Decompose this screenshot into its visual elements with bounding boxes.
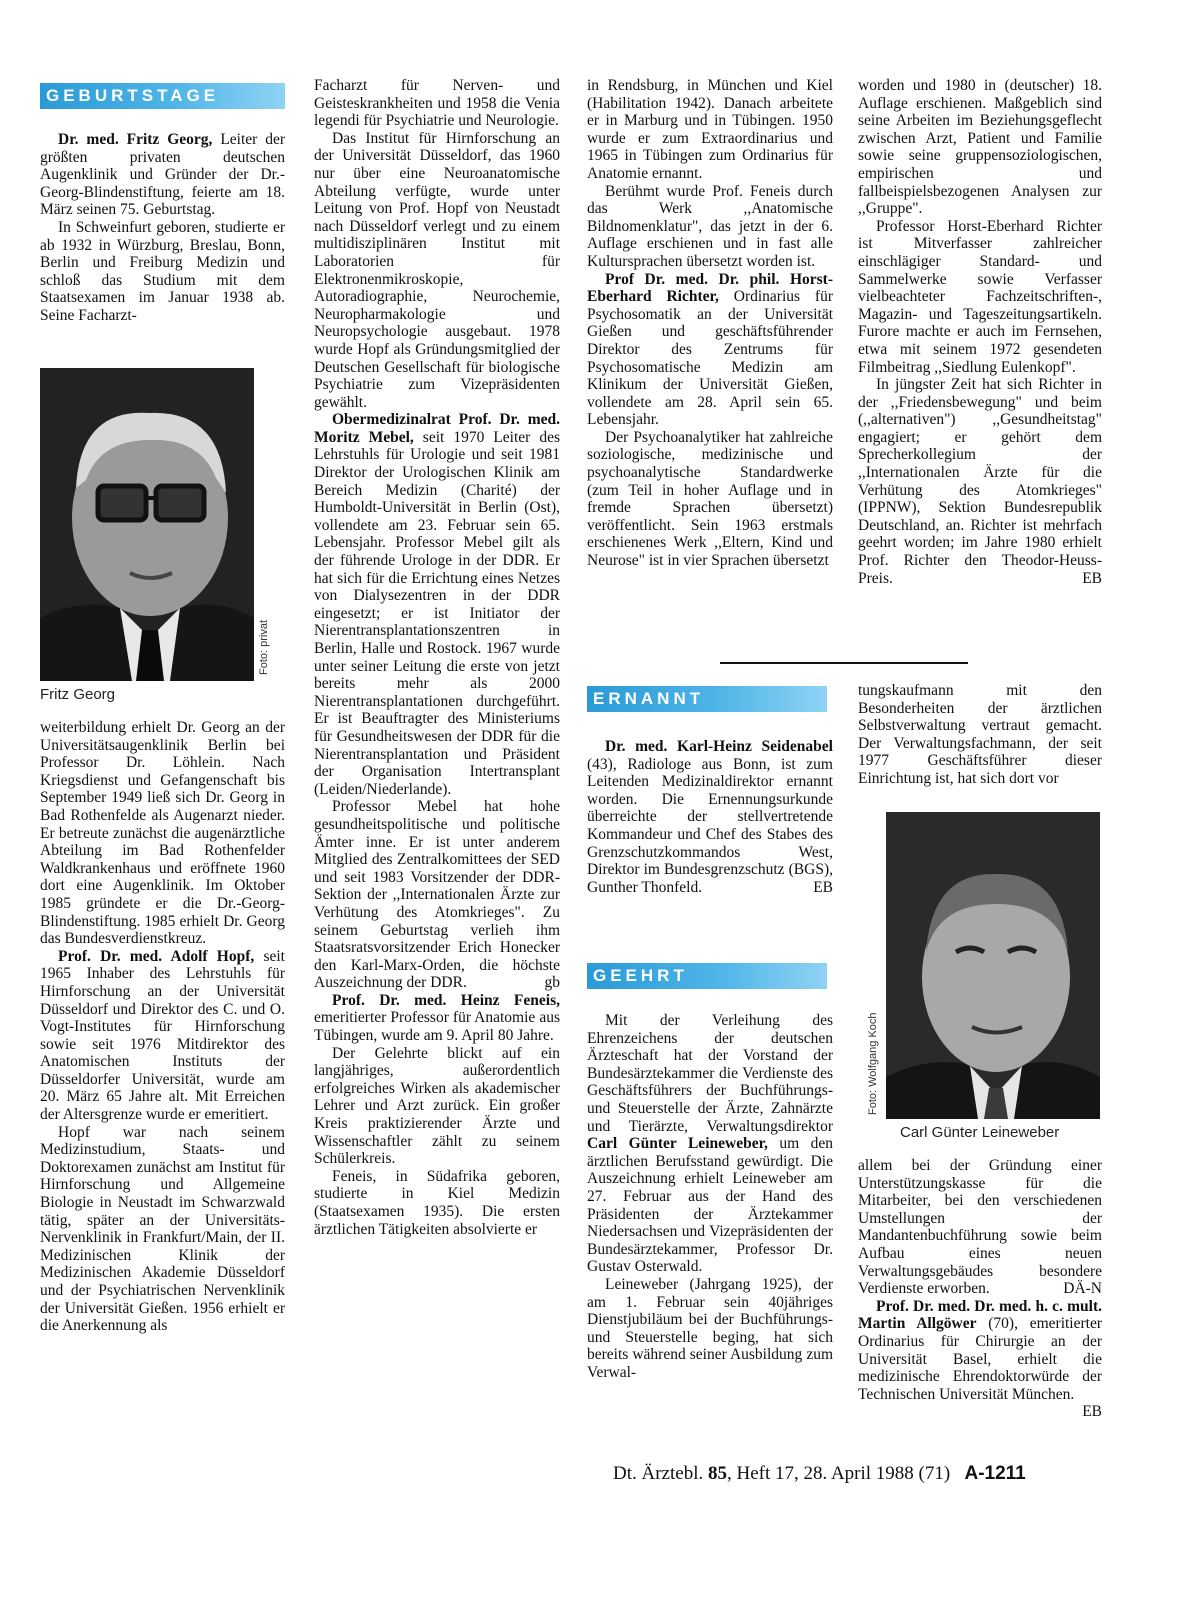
- article-hopf-institute: Das Institut für Hirnforschung an der Universität Düsseldorf, das 1960 nur über eine Neuroanatomische Abteilung verfügte, wurde unter Leitung von Prof. Hopf von Neustadt nach Düsseldorf verlegt und zu einem multidisziplinären Institut mit Laboratorien für Elektronenmikroskopie, Autoradiographie, Neurochemie, Neuropharmakologie und Neuropsychologie ausgebaut. 1978 wurde Hopf als Gründungsmitglied der Deutschen Gesellschaft für biologische Psychiatrie zum Vizepräsidenten gewählt.: [314, 129, 560, 411]
- article-hopf-intro: Prof. Dr. med. Adolf Hopf, seit 1965 Inhaber des Lehrstuhls für Hirnforschung an der Universität Düsseldorf und Direktor des C. und O. Vogt-Institutes für Hirnforschung sowie seit 1976 Mitdirektor des Anatomischen Instituts der Düsseldorfer Universität, wurde am 20. März 65 Jahre alt. Mit Erreichen der Altersgrenze wurde er emeritiert.: [40, 947, 285, 1124]
- person-name-richter: Prof Dr. med. Dr. phil. Horst-Eberhard Richter,: [587, 270, 833, 306]
- article-feneis-paragraph: Der Gelehrte blickt auf ein langjähriges, außerordentlich erfolgreiches Wirken als akademischer Lehrer und Arzt zurück. Ein großer Kreis praktizierender Ärzte und Wissenschaftler zählt zu seinem Schülerkreis.: [314, 1044, 560, 1168]
- article-feneis-intro: Prof. Dr. med. Heinz Feneis, emeritierter Professor für Anatomie aus Tübingen, wurde am 9. April 80 Jahre.: [314, 991, 560, 1045]
- photo-caption-leineweber: Carl Günter Leineweber: [900, 1124, 1060, 1141]
- article-feneis-biography: Feneis, in Südafrika geboren, studierte in Kiel Medizin (Staatsexamen 1935). Die ersten ärztlichen Tätigkeiten absolvierte er: [314, 1167, 560, 1238]
- column-1-bottom: [40, 719, 285, 1335]
- person-name-georg: Dr. med. Fritz Georg,: [58, 131, 213, 148]
- article-leineweber-closing: allem bei der Gründung einer Unterstützungskasse für die Mitarbeiter, bei den verschiedenen Umstellungen der Mandantenbuchführung sowie beim Aufbau eines neuen Verwaltungsgebäudes besondere Verdienste erworben. DÄ-N: [858, 1157, 1102, 1298]
- article-feneis-work: Berühmt wurde Prof. Feneis durch das Werk ,,Anatomische Bildnomenklatur", das jetzt in der 6. Auflage erschienen und in fast alle Kultursprachen übersetzt worden ist.: [587, 182, 833, 270]
- author-signature-eb-richter: EB: [1082, 569, 1102, 587]
- author-signature-dae-n: DÄ-N: [1063, 1280, 1102, 1298]
- column-3-top: [587, 77, 833, 570]
- article-georg-intro: Dr. med. Fritz Georg, Leiter der größten privaten deutschen Augenklinik und Gründer der Dr.-Georg-Blindenstiftung, feierte am 18. März seinen 75. Geburtstag.: [40, 131, 286, 219]
- column-3-geehrt: [587, 1012, 833, 1381]
- article-leineweber-continued: tungskaufmann mit den Besonderheiten der ärztlichen Selbstverwaltung vertraut gemacht. Der Verwaltungsfachmann, der seit 1977 Geschäftsführer dieser Einrichtung ist, hat sich dort vor: [858, 682, 1102, 787]
- article-mebel-intro: Obermedizinalrat Prof. Dr. med. Moritz Mebel, seit 1970 Leiter des Lehrstuhls für Urologie und seit 1981 Direktor der Urologischen Klinik am Bereich Medizin (Charité) der Humboldt-Universität in Berlin (Ost), vollendete am 23. Februar sein 65. Lebensjahr. Professor Mebel gilt als der führende Urologe in der DDR. Er hat sich für die Errichtung eines Netzes von Dialysezentren in der DDR eingesetzt; er ist Initiator der Nierentransplantationszentren in Berlin, Halle und Rostock. 1967 wurde unter seiner Leitung die erste von jetzt bereits mehr als 2000 Nierentransplantationen durchgeführt. Er ist Beauftragter des Ministeriums für Gesundheitswesen der DDR für die Nierentransplantation und Präsident der Organisation Intertransplant (Leiden/Niederlande).: [314, 411, 560, 798]
- section-banner-geburtstage: [40, 83, 285, 109]
- section-banner-geehrt: [587, 963, 827, 989]
- photo-credit-leineweber: Foto: Wolfgang Koch: [867, 1012, 879, 1115]
- author-signature-gb: gb: [544, 974, 560, 992]
- section-banner-ernannt: [587, 686, 827, 712]
- author-signature-eb-allgoewer: EB: [1082, 1403, 1102, 1421]
- journal-name: Dt. Ärztebl.: [613, 1463, 704, 1484]
- article-leineweber-intro: Mit der Verleihung des Ehrenzeichens der deutschen Ärzteschaft hat der Vorstand der Bundesärztekammer die Verdienste des Geschäftsführers der Buchführungs- und Steuerstelle der Ärzte, Zahnärzte und Tierärzte, Verwaltungsdirektor Carl Günter Leineweber, um den ärztlichen Berufsstand gewürdigt. Die Auszeichnung erhielt Leineweber am 27. Februar aus der Hand des Präsidenten der Ärztekammer Niedersachsen und Vizepräsidenten der Bundesärztekammer, Professor Dr. Gustav Osterwald.: [587, 1012, 833, 1276]
- column-4-top: [858, 77, 1102, 587]
- article-hopf-continued: Facharzt für Nerven- und Geisteskrankheiten und 1958 die Venia legendi für Psychiatrie und Neurologie.: [314, 77, 560, 130]
- article-feneis-continued: in Rendsburg, in München und Kiel (Habilitation 1942). Danach arbeitete er in Marburg und in Tübingen. 1950 wurde er zum Extraordinarius und 1965 in Tübingen zum Ordinarius für Anatomie ernannt.: [587, 77, 833, 182]
- article-richter-activism: In jüngster Zeit hat sich Richter in der ,,Friedensbewegung" und beim (,,alternativen") ,,Gesundheitstag" engagiert; er gehört dem Sprecherkollegium der ,,Internationalen Ärzte für die Verhütung des Atomkrieges" (IPPNW), Sektion Bundesrepublik Deutschland, an. Richter ist mehrfach geehrt worden; im Jahre 1980 erhielt Prof. Richter den Theodor-Heuss-Preis. EB: [858, 376, 1102, 587]
- photo-credit-georg: Foto: privat: [258, 619, 270, 675]
- article-seidenabel: Dr. med. Karl-Heinz Seidenabel (43), Radiologe aus Bonn, ist zum Leitenden Medizinaldirektor ernannt worden. Die Ernennungsurkunde überreichte der stellvertretende Kommandeur und Chef des Stabes des Grenzschutzkommandos West, Direktor im Bundesgrenzschutz (BGS), Gunther Thonfeld. EB: [587, 738, 833, 896]
- person-name-hopf: Prof. Dr. med. Adolf Hopf,: [58, 947, 255, 965]
- article-leineweber-paragraph: Leineweber (Jahrgang 1925), der am 1. Februar sein 40jähriges Dienstjubiläum bei der Buchführungs- und Steuerstelle beging, hat sich bereits während seiner Ausbildung zum Verwal-: [587, 1275, 833, 1381]
- person-name-allgoewer: Prof. Dr. med. Dr. med. h. c. mult. Martin Allgöwer: [858, 1297, 1102, 1333]
- section-divider-rule: [720, 662, 968, 664]
- section-title-ernannt: ERNANNT: [593, 689, 705, 708]
- article-richter-intro: Prof Dr. med. Dr. phil. Horst-Eberhard Richter, Ordinarius für Psychosomatik an der Universität Gießen und geschäftsführender Direktor des Zentrums für Psychosomatische Medizin am Klinikum der Universität Gießen, vollendete am 28. April sein 65. Lebensjahr.: [587, 270, 833, 429]
- photo-carl-guenter-leineweber: [886, 812, 1100, 1119]
- article-allgoewer: Prof. Dr. med. Dr. med. h. c. mult. Martin Allgöwer (70), emeritierter Ordinarius für Chirurgie an der Universität Basel, erhielt die medizinische Ehrendoktorwürde der Technischen Universität München. EB: [858, 1297, 1102, 1421]
- portrait-illustration: [40, 368, 254, 681]
- portrait-illustration-leineweber: [886, 812, 1100, 1119]
- column-3-ernannt: [587, 738, 833, 896]
- section-title-geehrt: GEEHRT: [593, 966, 688, 985]
- article-mebel-paragraph: Professor Mebel hat hohe gesundheitspolitische und politische Ämter inne. Er ist unter anderem Mitglied des Zentralkomittees der SED und seit 1983 Vorsitzender der DDR-Sektion der ,,Internationalen Ärzte zur Verhütung des Atomkrieges". Zu seinem Geburtstag verlieh ihm Staatsratsvorsitzender Erich Honecker den Karl-Marx-Orden, die höchste Auszeichnung der DDR. gb: [314, 798, 560, 992]
- photo-fritz-georg: [40, 368, 254, 681]
- person-name-seidenabel: Dr. med. Karl-Heinz Seidenabel: [605, 738, 833, 755]
- column-4-bottom: [858, 1157, 1102, 1421]
- section-title-geburtstage: GEBURTSTAGE: [46, 86, 220, 105]
- person-name-feneis: Prof. Dr. med. Heinz Feneis,: [332, 991, 560, 1009]
- column-2: [314, 77, 560, 1238]
- article-richter-paragraph: Der Psychoanalytiker hat zahlreiche soziologische, medizinische und psychoanalytische Standardwerke (zum Teil in hoher Auflage und in fremde Sprachen übersetzt) veröffentlicht. Sein 1963 erstmals erschienenes Werk ,,Eltern, Kind und Neurose" ist in vier Sprachen übersetzt: [587, 428, 833, 570]
- article-richter-publications: Professor Horst-Eberhard Richter ist Mitverfasser zahlreicher einschlägiger Standard- und Sammelwerke sowie Verfasser vielbeachteter Fachzeitschriften-, Magazin- und Tageszeitungsartikeln. Furore machte er auch im Fernsehen, etwa mit seinem 1972 gesendeten Filmbeitrag ,,Siedlung Eulenkopf".: [858, 217, 1102, 376]
- photo-caption-georg: Fritz Georg: [40, 686, 116, 703]
- person-name-leineweber: Carl Günter Leineweber,: [587, 1135, 768, 1153]
- article-richter-continued: worden und 1980 in (deutscher) 18. Auflage erschienen. Maßgeblich sind seine Arbeiten im Beziehungsgeflecht zwischen Arzt, Patient und Familie sowie seine gruppensoziologischen, empirischen und fallbeispielsbezogenen Analysen zur ,,Gruppe".: [858, 77, 1102, 218]
- journal-volume: 85: [707, 1463, 727, 1484]
- page-footer: [613, 1463, 1026, 1485]
- journal-issue: , Heft 17, 28. April 1988 (71): [726, 1463, 951, 1484]
- column-4-middle: [858, 682, 1102, 788]
- column-1-top: [40, 131, 285, 325]
- author-signature-eb-seidenabel: EB: [813, 878, 833, 896]
- article-georg-continued: weiterbildung erhielt Dr. Georg an der Universitätsaugenklinik Berlin bei Professor Dr. Löhlein. Nach Kriegsdienst und Gefangenschaft bis September 1949 ließ sich Dr. Georg in Bad Rothenfelde als Augenarzt nieder. Er betreute zunächst die augenärztliche Abteilung im Bad Rothenfelder Waldkrankenhaus und eröffnete 1960 dort eine Augenklinik. Im Oktober 1985 gründete er die Dr.-Georg-Blindenstiftung. 1985 erhielt Dr. Georg das Bundesverdienstkreuz.: [40, 719, 285, 948]
- person-name-mebel: Obermedizinalrat Prof. Dr. med. Moritz Mebel,: [314, 411, 560, 446]
- article-hopf-paragraph: Hopf war nach seinem Medizinstudium, Staats- und Doktorexamen zunächst am Institut für Hirnforschung und Allgemeine Biologie in Neustadt im Schwarzwald tätig, später an der Universitäts-Nervenklinik in Frankfurt/Main, der II. Medizinischen Klinik der Medizinischen Akademie Düsseldorf und der Psychiatrischen Nervenklinik der Universität Gießen. 1956 erhielt er die Anerkennung als: [40, 1123, 285, 1335]
- article-georg-paragraph: In Schweinfurt geboren, studierte er ab 1932 in Würzburg, Breslau, Bonn, Berlin und Freiburg Medizin und schloß das Studium mit dem Staatsexamen im Januar 1938 ab. Seine Facharzt-: [40, 218, 285, 324]
- page-number: A-1211: [964, 1463, 1026, 1484]
